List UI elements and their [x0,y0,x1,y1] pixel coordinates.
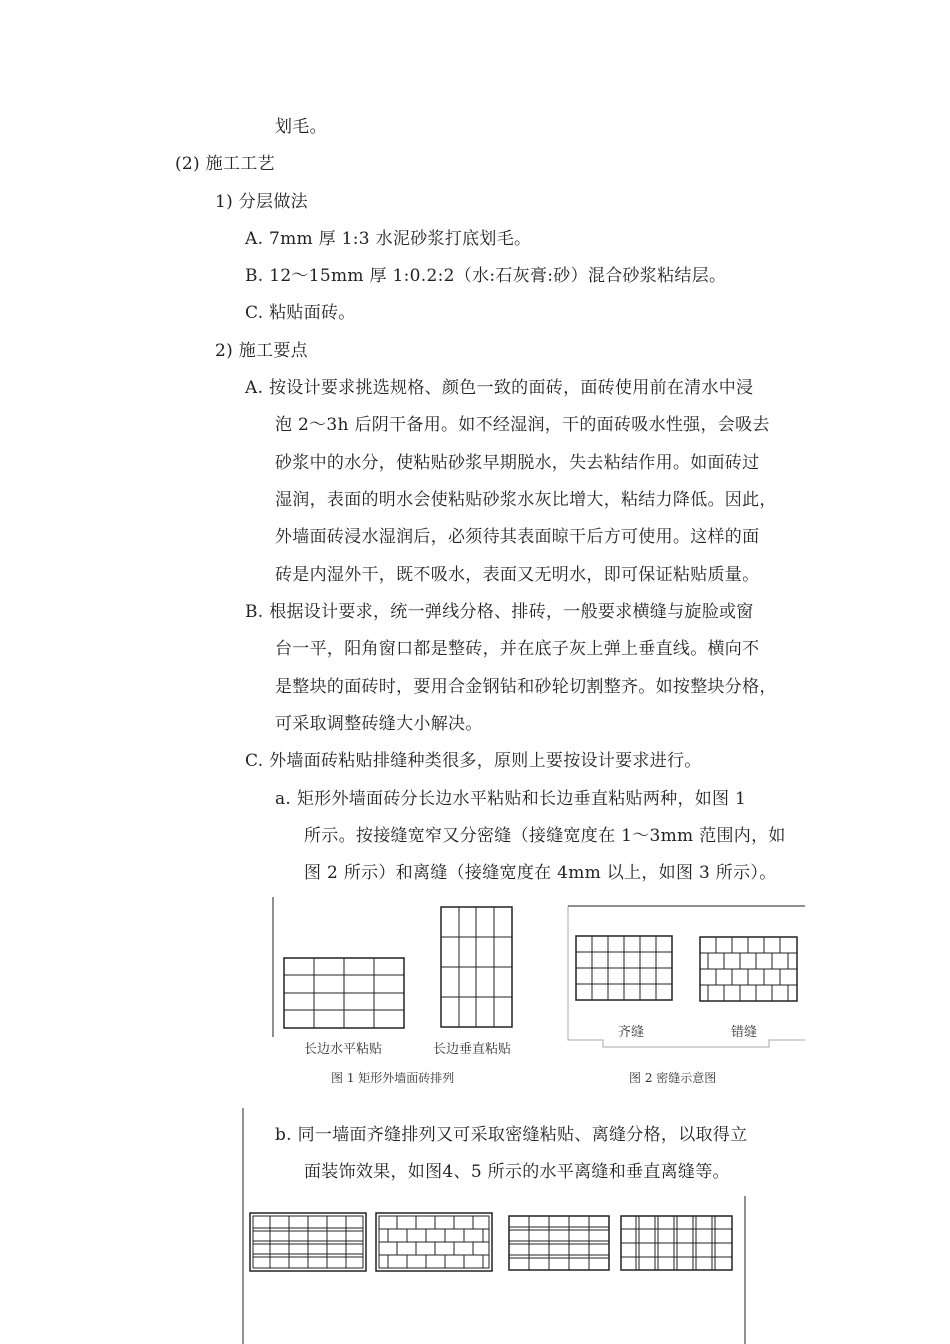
list-item: C. 粘贴面砖。 [245,303,356,323]
paragraph-line: b. 同一墙面齐缝排列又可采取密缝粘贴、离缝分格，以取得立 [275,1125,748,1145]
paragraph-line: 是整块的面砖时，要用合金钢钻和砂轮切割整齐。如按整块分格， [275,677,777,697]
paragraph-line: 面装饰效果，如图4、5 所示的水平离缝和垂直离缝等。 [304,1162,730,1182]
figure-2-caption: 图 2 密缝示意图 [629,1071,717,1085]
text-line: 划毛。 [275,117,327,137]
figure-1-label-horizontal: 长边水平粘贴 [304,1042,383,1057]
paragraph-line: 湿润，表面的明水会使粘贴砂浆水灰比增大，粘结力降低。因此， [275,490,777,510]
subsection-heading: 2) 施工要点 [215,341,308,361]
paragraph-line: 砂浆中的水分，使粘贴砂浆早期脱水，失去粘结作用。如面砖过 [275,453,760,473]
figure-2-label-staggered: 错缝 [731,1025,758,1040]
paragraph-line: 可采取调整砖缝大小解决。 [275,714,483,734]
subsection-heading: 1) 分层做法 [215,192,308,212]
pattern-staggered [376,1213,492,1271]
pattern-horizontal-gap [250,1213,366,1271]
pattern-horizontal-bands [509,1216,609,1270]
paragraph-line: C. 外墙面砖粘贴排缝种类很多，原则上要按设计要求进行。 [245,751,702,771]
paragraph-line: a. 矩形外墙面砖分长边水平粘贴和长边垂直粘贴两种，如图 1 [275,789,747,809]
paragraph-line: 所示。按接缝宽窄又分密缝（接缝宽度在 1～3mm 范围内，如 [304,826,786,846]
paragraph-line: A. 按设计要求挑选规格、颜色一致的面砖，面砖使用前在清水中浸 [245,378,754,398]
paragraph-line: 砖是内湿外干，既不吸水，表面又无明水，即可保证粘贴质量。 [275,565,760,585]
section-heading: (2) 施工工艺 [175,154,275,174]
list-item: A. 7mm 厚 1:3 水泥砂浆打底划毛。 [245,229,532,249]
paragraph-line: 台一平，阳角窗口都是整砖，并在底子灰上弹上垂直线。横向不 [275,639,760,659]
list-item: B. 12～15mm 厚 1:0.2:2（水:石灰膏:砂）混合砂浆粘结层。 [245,266,727,286]
figure-2-label-aligned: 齐缝 [618,1025,645,1040]
paragraph-line: B. 根据设计要求，统一弹线分格、排砖，一般要求横缝与旋脸或窗 [245,602,754,622]
figure-1-label-vertical: 长边垂直粘贴 [433,1042,512,1057]
paragraph-line: 泡 2～3h 后阴干备用。如不经湿润，干的面砖吸水性强，会吸去 [275,415,770,435]
pattern-vertical-bands [621,1216,732,1270]
figure-1-caption: 图 1 矩形外墙面砖排列 [331,1071,455,1085]
paragraph-line: 外墙面砖浸水湿润后，必须待其表面晾干后方可使用。这样的面 [275,527,760,547]
paragraph-line: 图 2 所示）和离缝（接缝宽度在 4mm 以上，如图 3 所示）。 [304,863,777,883]
